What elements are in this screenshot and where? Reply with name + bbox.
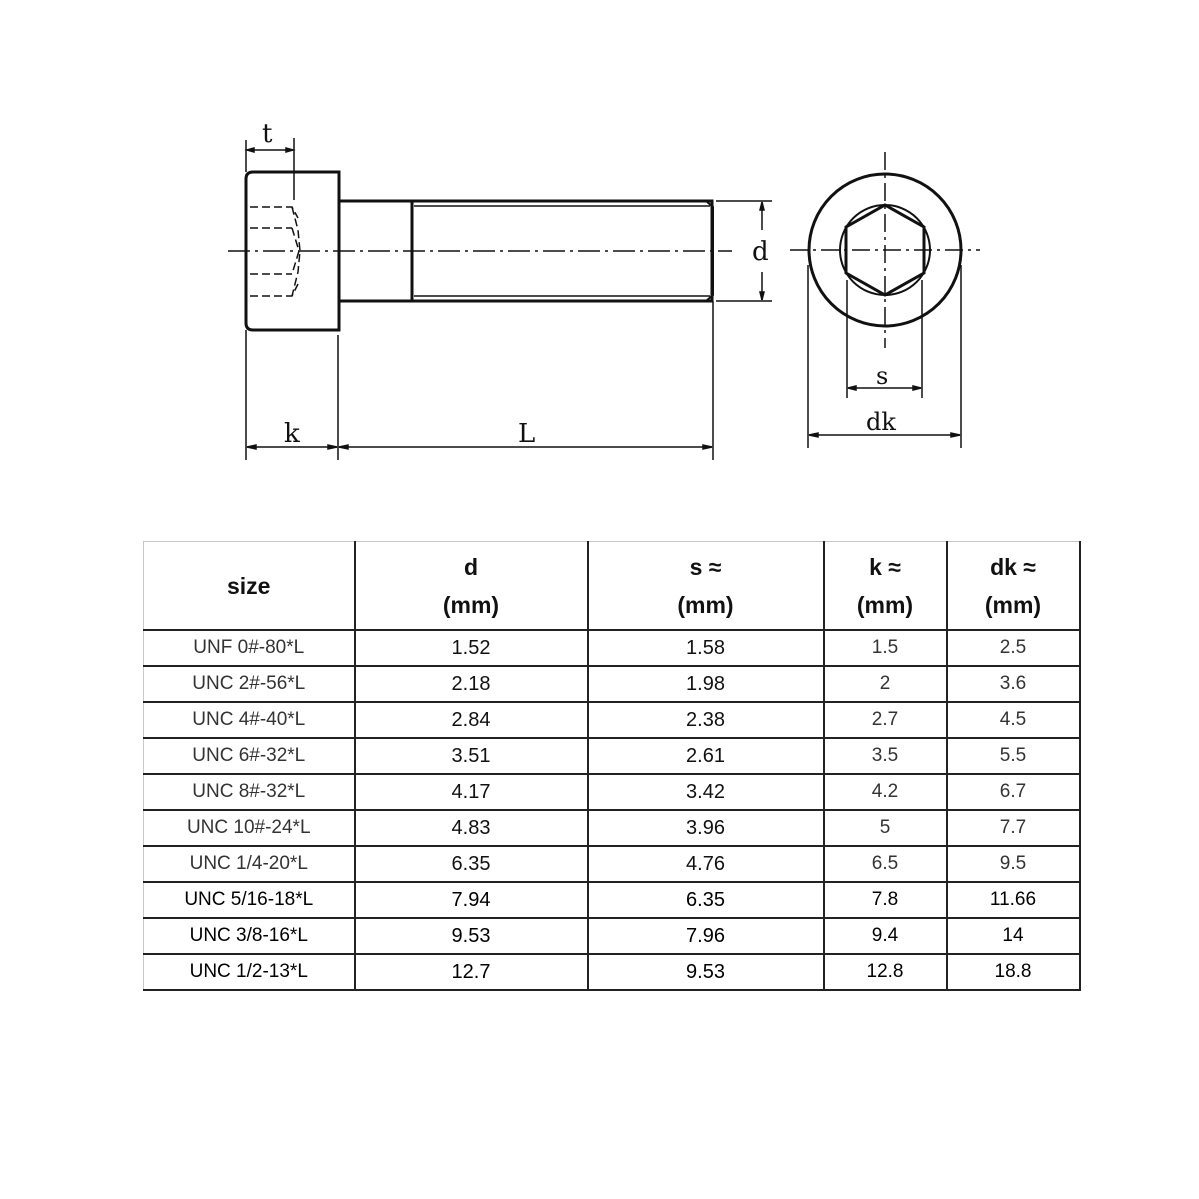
cell-s: 7.96 <box>588 918 824 954</box>
cell-s: 3.96 <box>588 810 824 846</box>
cell-k: 7.8 <box>824 882 947 918</box>
dimensions-table <box>143 541 1081 991</box>
table-row <box>144 738 1080 774</box>
cell-d: 9.53 <box>355 918 588 954</box>
cell-k: 3.5 <box>824 738 947 774</box>
cell-k: 12.8 <box>824 954 947 990</box>
cell-dk: 4.5 <box>947 702 1080 738</box>
header-d <box>355 542 588 631</box>
header-size-label: size <box>227 572 271 599</box>
dimension-label-t: t <box>262 119 273 149</box>
cell-d: 3.51 <box>355 738 588 774</box>
cell-dk: 11.66 <box>947 882 1080 918</box>
cell-k: 2.7 <box>824 702 947 738</box>
table-row <box>144 774 1080 810</box>
cell-dk: 18.8 <box>947 954 1080 990</box>
cell-dk: 2.5 <box>947 630 1080 666</box>
cell-s: 2.38 <box>588 702 824 738</box>
dimension-label-k: k <box>284 419 300 449</box>
cell-k: 4.2 <box>824 774 947 810</box>
header-size <box>144 542 355 631</box>
table-header-row <box>144 542 1080 631</box>
cell-dk: 14 <box>947 918 1080 954</box>
cell-size: UNC 1/2-13*L <box>144 954 355 990</box>
cell-d: 7.94 <box>355 882 588 918</box>
cell-size: UNC 10#-24*L <box>144 810 355 846</box>
socket-head-cap-screw-drawing <box>0 0 1199 520</box>
header-k-unit: (mm) <box>856 591 914 618</box>
header-d-unit: (mm) <box>442 591 500 618</box>
table-row <box>144 882 1080 918</box>
cell-d: 6.35 <box>355 846 588 882</box>
table-row <box>144 846 1080 882</box>
end-view <box>790 152 980 448</box>
cell-d: 2.84 <box>355 702 588 738</box>
cell-s: 9.53 <box>588 954 824 990</box>
cell-k: 9.4 <box>824 918 947 954</box>
cell-s: 1.58 <box>588 630 824 666</box>
cell-size: UNC 2#-56*L <box>144 666 355 702</box>
cell-d: 4.83 <box>355 810 588 846</box>
header-s <box>588 542 824 631</box>
cell-size: UNC 8#-32*L <box>144 774 355 810</box>
header-s-label: s ≈ <box>689 553 722 580</box>
cell-d: 4.17 <box>355 774 588 810</box>
cell-size: UNC 6#-32*L <box>144 738 355 774</box>
header-dk-label: dk ≈ <box>990 553 1036 580</box>
cell-k: 2 <box>824 666 947 702</box>
cell-d: 12.7 <box>355 954 588 990</box>
header-k-label: k ≈ <box>869 553 901 580</box>
cell-k: 5 <box>824 810 947 846</box>
cell-dk: 9.5 <box>947 846 1080 882</box>
header-k <box>824 542 947 631</box>
cell-dk: 7.7 <box>947 810 1080 846</box>
dimension-label-s: s <box>876 362 889 390</box>
table-row <box>144 810 1080 846</box>
table-row <box>144 702 1080 738</box>
cell-size: UNC 3/8-16*L <box>144 918 355 954</box>
cell-s: 4.76 <box>588 846 824 882</box>
cell-dk: 3.6 <box>947 666 1080 702</box>
table-row <box>144 630 1080 666</box>
cell-s: 2.61 <box>588 738 824 774</box>
table-row <box>144 954 1080 990</box>
cell-dk: 6.7 <box>947 774 1080 810</box>
cell-size: UNC 5/16-18*L <box>144 882 355 918</box>
cell-k: 1.5 <box>824 630 947 666</box>
cell-k: 6.5 <box>824 846 947 882</box>
cell-d: 2.18 <box>355 666 588 702</box>
cell-dk: 5.5 <box>947 738 1080 774</box>
header-s-unit: (mm) <box>677 591 734 618</box>
table-row <box>144 666 1080 702</box>
cell-s: 1.98 <box>588 666 824 702</box>
dimension-label-L: L <box>518 419 536 449</box>
dimension-label-dk: dk <box>866 408 896 436</box>
cell-s: 3.42 <box>588 774 824 810</box>
cell-d: 1.52 <box>355 630 588 666</box>
side-view <box>228 138 772 460</box>
header-dk-unit: (mm) <box>984 591 1042 618</box>
table-row <box>144 918 1080 954</box>
cell-size: UNC 1/4-20*L <box>144 846 355 882</box>
dimension-label-d: d <box>752 237 769 267</box>
cell-size: UNC 4#-40*L <box>144 702 355 738</box>
header-d-label: d <box>463 553 479 580</box>
header-dk <box>947 542 1080 631</box>
cell-s: 6.35 <box>588 882 824 918</box>
cell-size: UNF 0#-80*L <box>144 630 355 666</box>
